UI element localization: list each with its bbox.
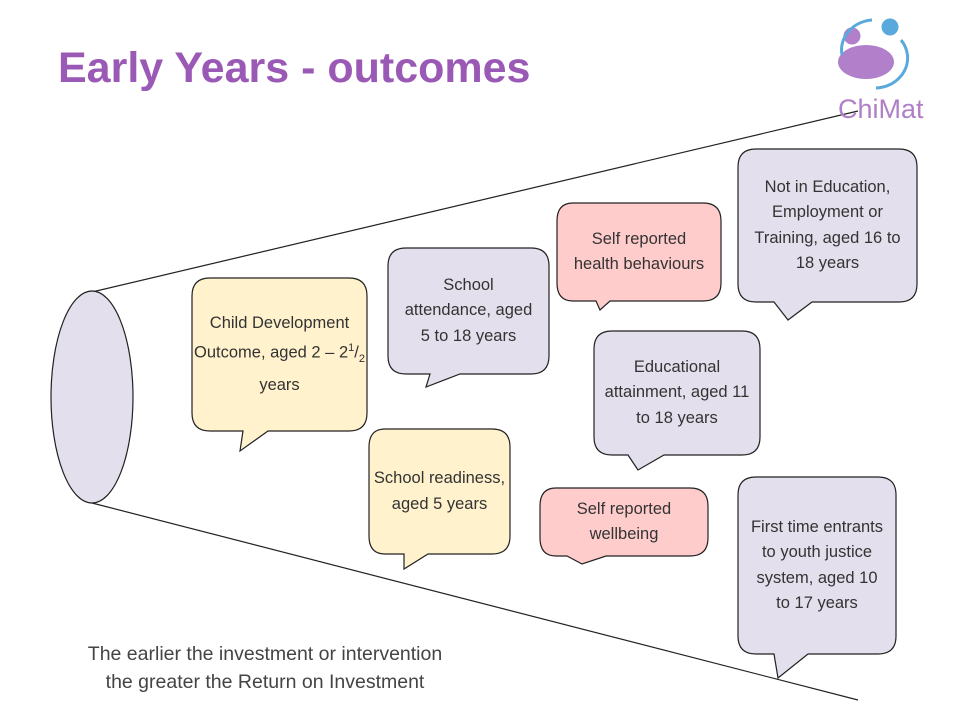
- caption-line-1: The earlier the investment or intervention: [87, 643, 443, 665]
- bubble-child-development: Child Development Outcome, aged $2 - 2^1/_2$ years: [194, 313, 365, 394]
- bubble-neet: Not in Education, Employment or Training, aged 16 to 18 years: [754, 177, 901, 272]
- bubble-self-reported-health: Self reported health behaviours: [573, 229, 705, 273]
- caption: [30, 640, 500, 696]
- chimat-logo-icon: [838, 19, 908, 89]
- bubble-school-attendance: School attendance, aged 5 to 18 years: [404, 275, 533, 345]
- logo-text: ChiMat: [838, 94, 924, 124]
- bubble-self-reported-wellbeing: Self reported wellbeing: [576, 499, 672, 543]
- caption-line-2: the greater the Return on Investment: [105, 671, 425, 693]
- page-title: Early Years - outcomes: [58, 44, 531, 92]
- bubble-educational-attainment: Educational attainment, aged 11 to 18 years: [604, 357, 750, 427]
- funnel-mouth-ellipse: [51, 291, 133, 503]
- bubble-youth-justice: First time entrants to youth justice system, aged 10 to 17 years: [750, 517, 884, 612]
- bubble-school-readiness: School readiness, aged 5 years: [373, 469, 506, 513]
